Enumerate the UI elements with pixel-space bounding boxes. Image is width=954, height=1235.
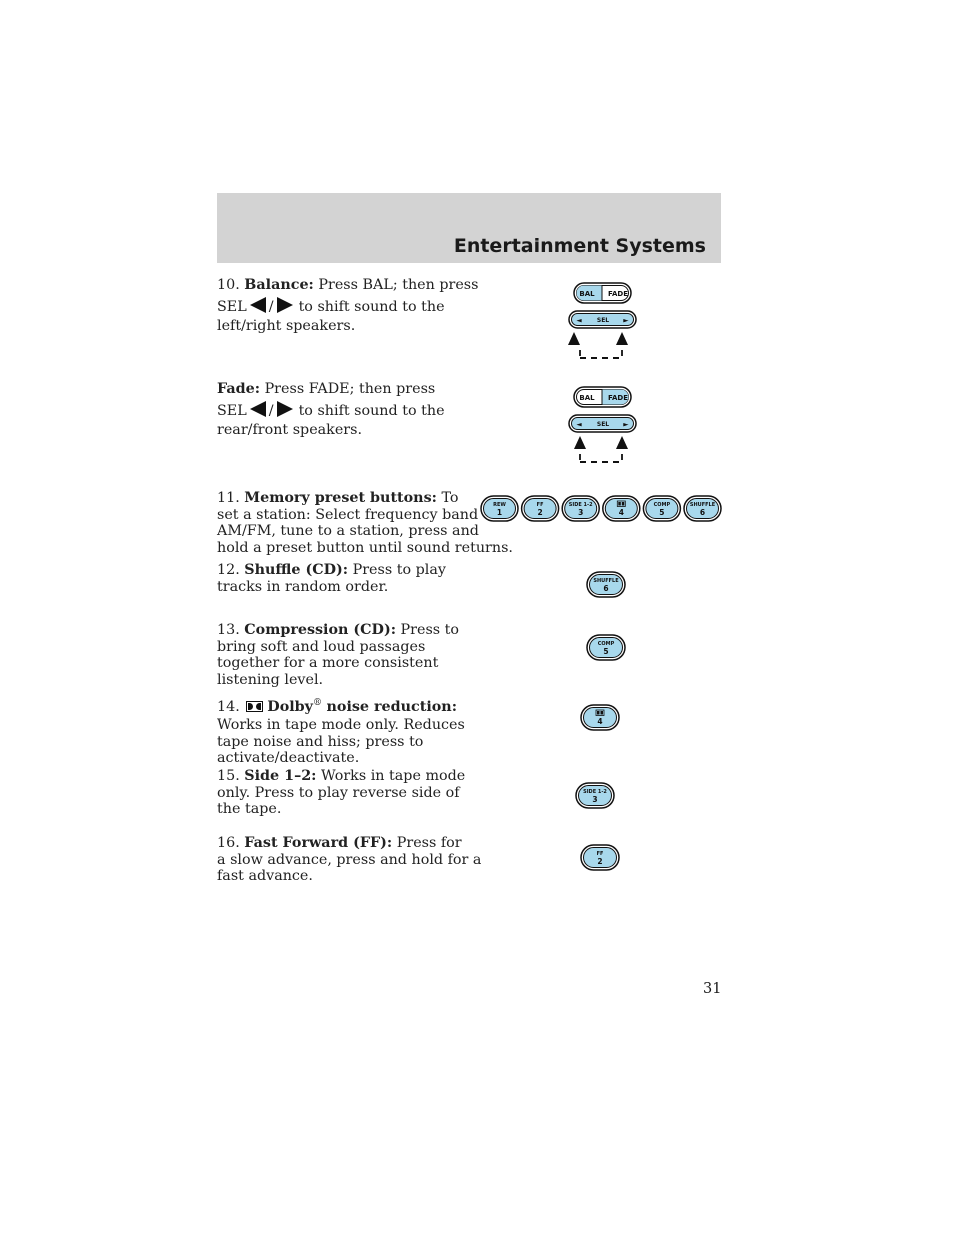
up-arrow-icon xyxy=(616,332,628,345)
button-number-label: 3 xyxy=(578,508,584,517)
fade-panel-illustration xyxy=(565,384,640,466)
sel-text: SEL xyxy=(596,421,610,428)
side-paragraph: 15. Side 1–2: Works in tape mode only. Press to play reverse side of the tape. xyxy=(217,768,466,817)
button-top-label: SHUFFLE xyxy=(689,502,716,508)
section-title: Entertainment Systems xyxy=(453,235,706,257)
ff-label: Fast Forward (FF): xyxy=(244,835,393,851)
page-number: 31 xyxy=(703,981,722,997)
button-top-label: SHUFFLE xyxy=(593,578,619,584)
preset-button-2 xyxy=(522,496,559,521)
compression-paragraph: 13. Compression (CD): Press to bring soft and loud passages together for a more consistent listening level. xyxy=(217,622,460,688)
left-triangle-icon xyxy=(250,297,266,313)
side-button-illustration xyxy=(574,781,616,811)
sel-right-arrow: ► xyxy=(623,316,629,325)
preset-button-3 xyxy=(562,496,599,521)
compression-label: Compression (CD): xyxy=(244,622,396,638)
ff-button-illustration xyxy=(579,843,621,873)
button-top-label: COMP xyxy=(653,502,671,508)
shuffle-button xyxy=(587,572,625,597)
button-number-label: 2 xyxy=(597,857,603,866)
button-top-label: COMP xyxy=(597,641,615,647)
button-top-label: REW xyxy=(493,502,506,508)
button-number-label: 6 xyxy=(603,584,609,593)
preset-button-5 xyxy=(643,496,680,521)
left-triangle-icon xyxy=(250,401,266,417)
section-header xyxy=(217,193,721,263)
sel-text: SEL xyxy=(596,317,610,324)
shuffle-paragraph: 12. Shuffle (CD): Press to play tracks in random order. xyxy=(217,562,446,595)
preset-button-6 xyxy=(684,496,721,521)
bal-text: BAL xyxy=(579,290,595,298)
sel-left-arrow: ◄ xyxy=(576,420,582,429)
preset-button-4 xyxy=(603,496,640,521)
side-button xyxy=(576,783,614,808)
fade-paragraph: Fade: Press FADE; then press SEL / to shift sound to the rear/front speakers. xyxy=(217,381,445,438)
button-number-label: 3 xyxy=(592,795,598,804)
preset-button-1 xyxy=(481,496,518,521)
sel-left-arrow: ◄ xyxy=(576,316,582,325)
shuffle-button-illustration xyxy=(585,570,627,600)
button-number-label: 4 xyxy=(597,717,603,726)
button-number-label: 6 xyxy=(699,508,706,517)
bal-text: BAL xyxy=(579,394,595,402)
up-arrow-icon xyxy=(574,436,586,449)
memory-preset-label: Memory preset buttons: xyxy=(244,490,437,506)
right-triangle-icon xyxy=(277,297,293,313)
comp-button xyxy=(587,635,625,660)
side-label: Side 1–2: xyxy=(244,768,317,784)
button-number-label: 5 xyxy=(659,508,665,517)
button-top-label: FF xyxy=(596,851,604,857)
button-number-label: 4 xyxy=(618,508,624,517)
preset-buttons-row xyxy=(478,494,724,524)
fade-label: Fade: xyxy=(217,381,261,397)
button-number-label: 5 xyxy=(603,647,609,656)
dolby-icon xyxy=(246,701,263,712)
ff-paragraph: 16. Fast Forward (FF): Press for a slow advance, press and hold for a fast advance. xyxy=(217,835,482,884)
button-top-label: SIDE 1-2 xyxy=(583,789,607,795)
dolby-button-illustration xyxy=(579,703,621,733)
comp-button-illustration xyxy=(585,633,627,663)
sel-right-arrow: ► xyxy=(623,420,629,429)
balance-panel-illustration xyxy=(565,280,640,362)
button-top-label: FF xyxy=(536,502,544,508)
fade-text: FADE xyxy=(608,394,628,402)
dolby-paragraph: 14. Dolby® noise reduction: Works in tape mode only. Reduces tape noise and hiss; press to activate/deactivate. xyxy=(217,698,465,767)
right-triangle-icon xyxy=(277,401,293,417)
memory-preset-paragraph: 11. Memory preset buttons: To set a station: Select frequency band AM/FM, tune to a station, press and hold a preset button until sound returns. xyxy=(217,490,513,556)
shuffle-label: Shuffle (CD): xyxy=(244,562,349,578)
balance-paragraph: 10. Balance: Press BAL; then press SEL / to shift sound to the left/right speakers. xyxy=(217,277,479,334)
up-arrow-icon xyxy=(616,436,628,449)
dolby-label: Dolby xyxy=(267,698,313,715)
dolby-button xyxy=(581,705,619,730)
up-arrow-icon xyxy=(568,332,580,345)
button-number-label: 1 xyxy=(496,508,503,517)
button-number-label: 2 xyxy=(537,508,543,517)
balance-label: Balance: xyxy=(244,277,314,293)
fade-text: FADE xyxy=(608,290,628,298)
ff-button xyxy=(581,845,619,870)
button-top-label: SIDE 1-2 xyxy=(568,502,593,508)
